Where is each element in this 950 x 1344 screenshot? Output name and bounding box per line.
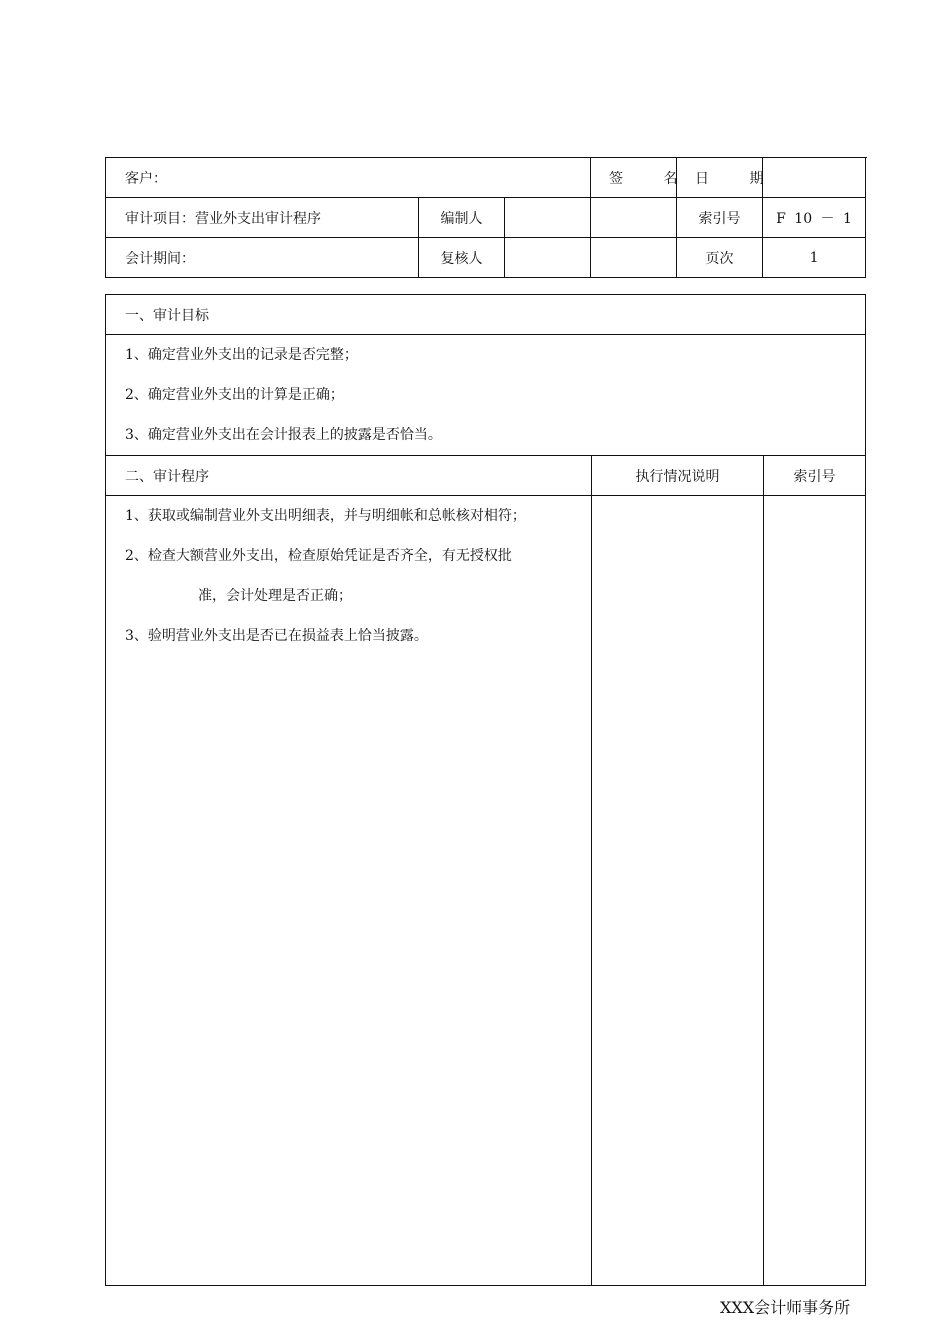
objective-item: 3、确定营业外支出在会计报表上的披露是否恰当。 <box>125 427 442 443</box>
objectives-title: 一、审计目标 <box>106 295 866 335</box>
date-label: 日 期 <box>677 158 763 198</box>
sign-label: 签 名 <box>591 158 677 198</box>
procedure-item: 2、检查大额营业外支出，检查原始凭证是否齐全，有无授权批 <box>125 548 512 564</box>
header-table <box>105 157 866 278</box>
procedure-item: 1、获取或编制营业外支出明细表，并与明细帐和总帐核对相符； <box>125 508 526 524</box>
page-value: 1 <box>763 238 866 278</box>
period-label: 会计期间： <box>106 238 419 278</box>
objective-item: 1、确定营业外支出的记录是否完整； <box>125 347 358 363</box>
index-label: 索引号 <box>677 198 763 238</box>
audit-item-label: 审计项目：营业外支出审计程序 <box>106 198 419 238</box>
reviewer-date-cell <box>591 238 677 278</box>
index-column-header: 索引号 <box>764 456 866 496</box>
preparer-date-cell <box>591 198 677 238</box>
procedure-item-continuation: 准，会计处理是否正确； <box>198 588 352 604</box>
page-label: 页次 <box>677 238 763 278</box>
firm-name: XXX会计师事务所 <box>720 1298 851 1317</box>
execution-column-header: 执行情况说明 <box>592 456 764 496</box>
procedure-item: 3、验明营业外支出是否已在损益表上恰当披露。 <box>125 628 428 644</box>
objective-item: 2、确定营业外支出的计算是正确； <box>125 387 344 403</box>
procedures-list <box>106 496 592 1286</box>
execution-notes-cell <box>592 496 764 1286</box>
index-value: F 10 － 1 <box>763 198 866 238</box>
reviewer-label: 复核人 <box>419 238 505 278</box>
client-label: 客户： <box>106 158 591 198</box>
procedure-index-cell <box>764 496 866 1286</box>
objectives-list <box>106 335 866 456</box>
procedures-title: 二、审计程序 <box>106 456 592 496</box>
preparer-label: 编制人 <box>419 198 505 238</box>
audit-program-table <box>105 294 866 1286</box>
preparer-sign-cell <box>505 198 591 238</box>
reviewer-sign-cell <box>505 238 591 278</box>
